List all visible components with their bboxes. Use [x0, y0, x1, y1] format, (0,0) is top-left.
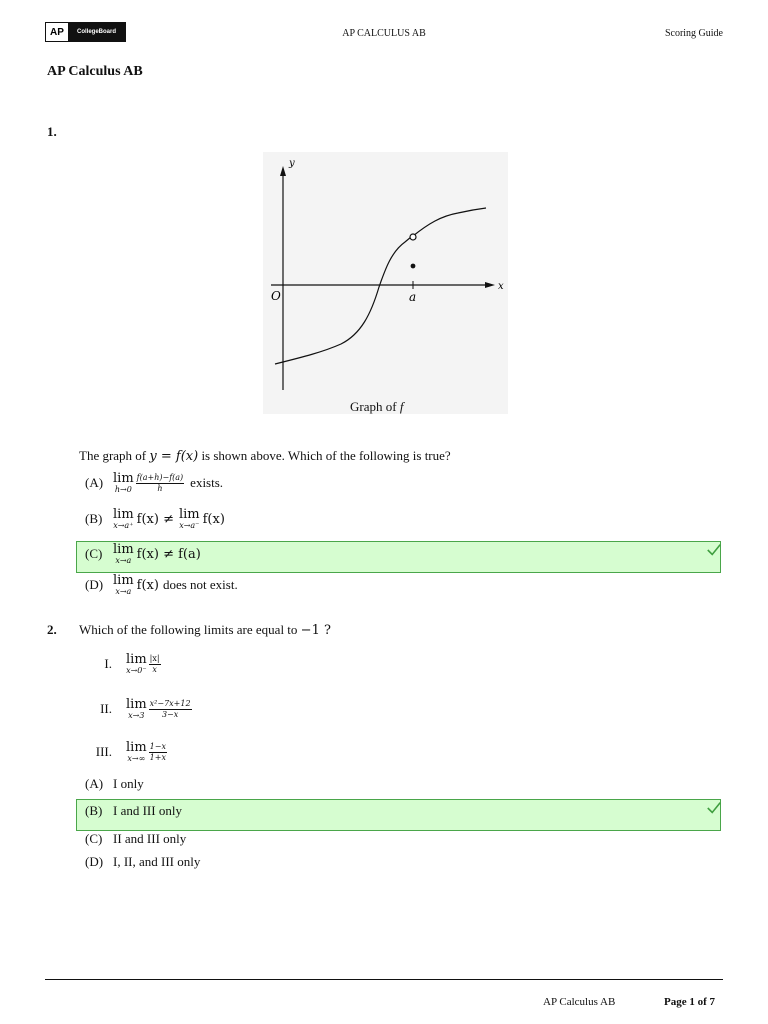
limit: lim x→0⁻	[126, 652, 147, 675]
x-axis-arrow	[485, 282, 495, 288]
limit-left: lim x→a⁻	[178, 507, 200, 530]
caption-text: Graph of	[350, 399, 397, 414]
logo-collegeboard: CollegeBoard	[68, 23, 125, 41]
stem-post: is shown above. Which of the following is true?	[198, 448, 451, 463]
footer-page-number: Page 1 of 7	[664, 996, 716, 1008]
option-tail: does not exist.	[162, 577, 238, 592]
limit-right: lim x→a⁺	[113, 507, 134, 530]
expr: f(x) ≠ f(a)	[136, 546, 201, 562]
fraction: $\frac{1-x}{1+x}$	[149, 741, 166, 762]
limit: lim x→a	[113, 542, 134, 565]
a-label: a	[409, 290, 417, 304]
limit: lim x→∞	[126, 740, 147, 763]
q1-option-d[interactable]	[85, 574, 238, 596]
expr-1: f(x) ≠	[136, 511, 174, 527]
checkmark-icon	[706, 800, 722, 816]
option-letter: (A)	[85, 776, 104, 791]
q1-option-c[interactable]	[85, 543, 201, 565]
fraction: $\frac{f(a+h)-f(a)}{h}$	[136, 472, 184, 493]
stem-pre: The graph of	[79, 448, 150, 463]
option-text: I and III only	[113, 803, 182, 818]
stem-equation: y = f(x)	[149, 449, 199, 464]
option-text: II and III only	[113, 831, 187, 846]
q2-option-c[interactable]	[85, 831, 186, 847]
question-1-number: 1.	[47, 124, 57, 139]
q1-option-b[interactable]	[85, 508, 225, 530]
question-2-stem	[79, 622, 331, 638]
roman-numeral: II.	[100, 701, 112, 716]
open-circle	[410, 234, 416, 240]
logo-ap: AP	[46, 23, 68, 41]
stem-text: Which of the following limits are equal to	[79, 622, 298, 637]
origin-label: O	[271, 289, 281, 303]
footer-course: AP Calculus AB	[543, 996, 616, 1008]
q2-item-iii	[84, 741, 169, 763]
curve-left	[275, 237, 411, 364]
q2-option-a[interactable]	[85, 776, 144, 792]
option-text: I only	[113, 776, 144, 791]
option-letter: (D)	[85, 577, 104, 592]
limit: lim x→3	[126, 697, 147, 720]
option-letter: (B)	[85, 511, 103, 526]
roman-numeral: I.	[104, 656, 112, 671]
question-1-stem	[79, 448, 451, 464]
header-scoring-guide: Scoring Guide	[664, 28, 723, 39]
checkmark-icon	[706, 542, 722, 558]
stem-value: −1 ?	[300, 623, 331, 638]
option-tail: exists.	[190, 475, 224, 490]
page-title: AP Calculus AB	[47, 64, 143, 79]
expr: f(x)	[136, 577, 159, 593]
y-axis-arrow	[280, 166, 286, 176]
q2-item-i	[84, 653, 163, 675]
roman-numeral: III.	[95, 744, 112, 759]
caption-var: f	[399, 399, 404, 414]
x-axis-label: x	[498, 281, 504, 292]
expr-2: f(x)	[202, 511, 225, 527]
q2-item-ii	[84, 698, 194, 720]
footer-divider	[45, 979, 723, 980]
filled-point	[411, 264, 416, 269]
option-letter: (B)	[85, 803, 103, 818]
header-title: AP CALCULUS AB	[342, 28, 426, 39]
option-letter: (D)	[85, 854, 104, 869]
q2-option-d[interactable]	[85, 854, 200, 870]
q2-option-b[interactable]	[85, 803, 182, 819]
question-2-number: 2.	[47, 622, 57, 637]
y-axis-label: y	[289, 158, 295, 169]
option-letter: (C)	[85, 831, 103, 846]
option-letter: (C)	[85, 546, 103, 561]
limit: lim x→a	[113, 573, 134, 596]
curve-right	[413, 208, 486, 236]
option-text: I, II, and III only	[113, 854, 201, 869]
fraction: $\frac{\text{x²−7x+12}}{3-x}$	[149, 698, 191, 719]
graph-caption	[350, 399, 403, 415]
graph-of-f	[263, 152, 508, 414]
limit: lim h→0	[113, 471, 134, 494]
fraction: $\frac{|x|}{x}$	[149, 653, 160, 674]
option-letter: (A)	[85, 475, 104, 490]
q1-option-a[interactable]	[85, 472, 223, 494]
